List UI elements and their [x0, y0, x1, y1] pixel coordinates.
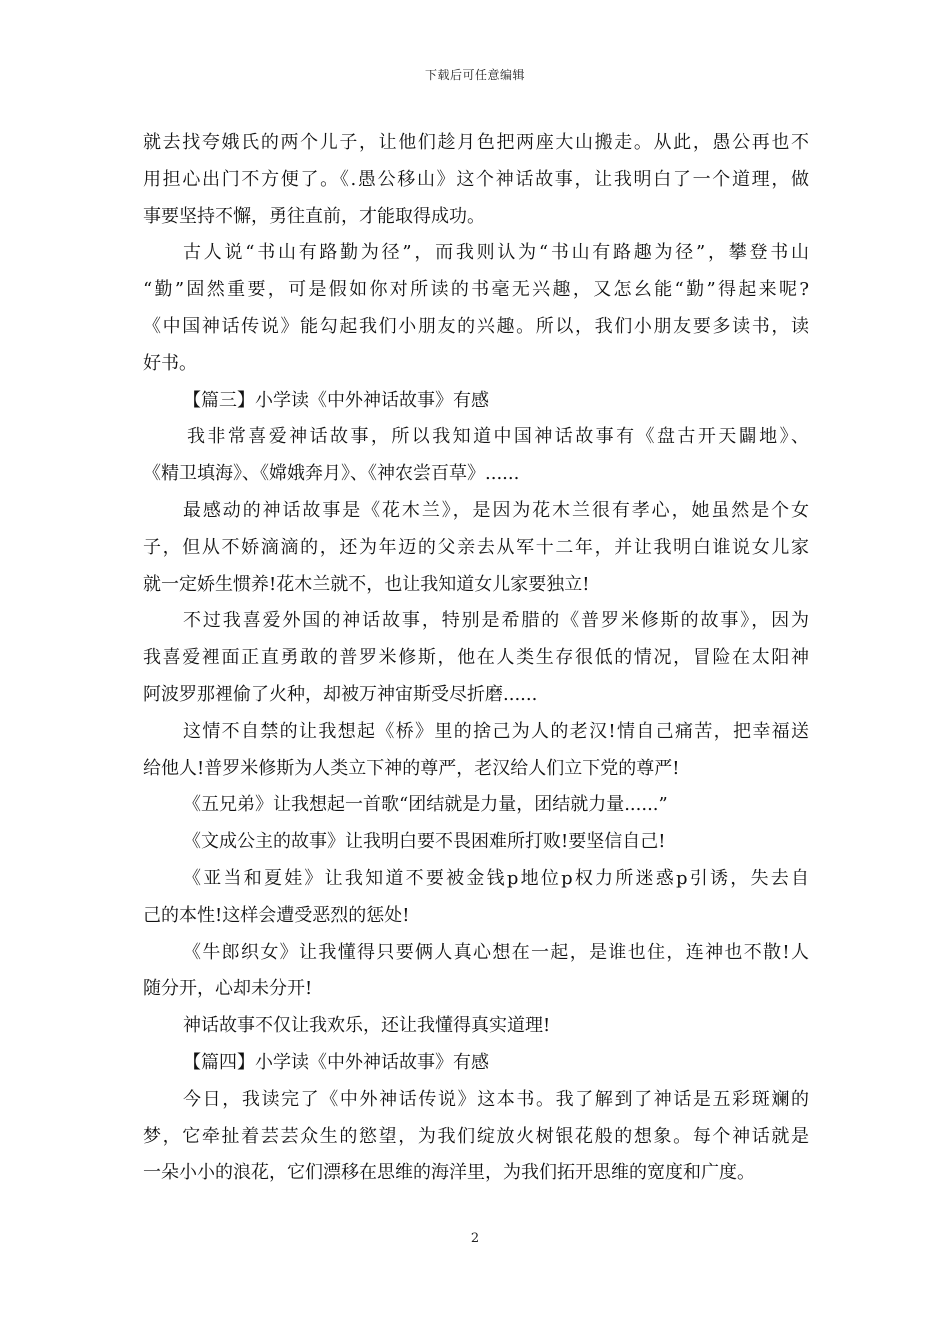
text-line: 最感动的神话故事是《花木兰》，是因为花木兰很有孝心，她虽然是个女	[183, 499, 809, 521]
text-line: 事要坚持不懈，勇往直前，才能取得成功。	[143, 205, 485, 227]
text-line: 我非常喜爱神话故事，所以我知道中国神话故事有《盘古开天闢地》、	[187, 426, 809, 448]
text-line: 一朵小小的浪花，它们漂移在思维的海洋里，为我们拓开思维的宽度和广度。	[143, 1162, 755, 1184]
page-number: 2	[470, 1231, 480, 1246]
text-line: 《五兄弟》让我想起一首歌“团结就是力量，团结就力量......”	[183, 794, 668, 816]
text-line: 古人说“书山有路勤为径”，而我则认为“书山有路趣为径”，攀登书山	[183, 242, 809, 264]
section-heading: 【篇三】小学读《中外神话故事》有感	[183, 389, 489, 411]
text-line: 阿波罗那裡偷了火种，却被万神宙斯受尽折磨......	[143, 683, 538, 705]
text-line: 我喜爱裡面正直勇敢的普罗米修斯，他在人类生存很低的情况，冒险在太阳神	[143, 647, 809, 669]
text-line: 这情不自禁的让我想起《桥》里的捨己为人的老汉!情自己痛苦，把幸福送	[183, 720, 809, 742]
text-line: 给他人!普罗米修斯为人类立下神的尊严，老汉给人们立下党的尊严!	[143, 757, 680, 779]
text-line: 随分开，心却未分开!	[143, 978, 313, 1000]
text-line: 己的本性!这样会遭受恶烈的惩处!	[143, 904, 410, 926]
text-line: 不过我喜爱外国的神话故事，特别是希腊的《普罗米修斯的故事》，因为	[183, 610, 809, 632]
text-line: 《文成公主的故事》让我明白要不畏困难所打败!要坚信自己!	[183, 831, 666, 853]
section-heading: 【篇四】小学读《中外神话故事》有感	[183, 1051, 489, 1073]
text-line: 《牛郎织女》让我懂得只要俩人真心想在一起，是谁也住，连神也不散!人	[183, 941, 809, 963]
text-line: 《精卫填海》、《嫦娥奔月》、《神农尝百草》......	[143, 463, 520, 485]
text-line: 用担心出门不方便了。《.愚公移山》这个神话故事，让我明白了一个道理，做	[143, 168, 809, 190]
text-line: 就去找夸娥氏的两个儿子，让他们趁月色把两座大山搬走。从此，愚公再也不	[143, 132, 809, 153]
text-line: 就一定娇生惯养!花木兰就不，也让我知道女儿家要独立!	[143, 573, 590, 595]
page-header: 下载后可任意编辑	[424, 68, 525, 82]
text-line: 神话故事不仅让我欢乐，还让我懂得真实道理!	[183, 1015, 551, 1037]
text-line: 好书。	[143, 352, 197, 374]
text-line: “勤”固然重要，可是假如你对所读的书毫无兴趣，又怎幺能“勤”得起来呢?	[143, 279, 809, 301]
document-body	[143, 125, 809, 1192]
text-line: 《亚当和夏娃》让我知道不要被金钱p地位p权力所迷惑p引诱，失去自	[183, 867, 809, 889]
text-line: 子，但从不娇滴滴的，还为年迈的父亲去从军十二年，并让我明白谁说女儿家	[143, 536, 809, 558]
text-line: 梦，它牵扯着芸芸众生的慾望，为我们绽放火树银花般的想象。每个神话就是	[143, 1125, 809, 1147]
text-line: 今日，我读完了《中外神话传说》这本书。我了解到了神话是五彩斑斓的	[183, 1088, 809, 1110]
text-line: 《中国神话传说》能勾起我们小朋友的兴趣。所以，我们小朋友要多读书，读	[143, 315, 809, 337]
